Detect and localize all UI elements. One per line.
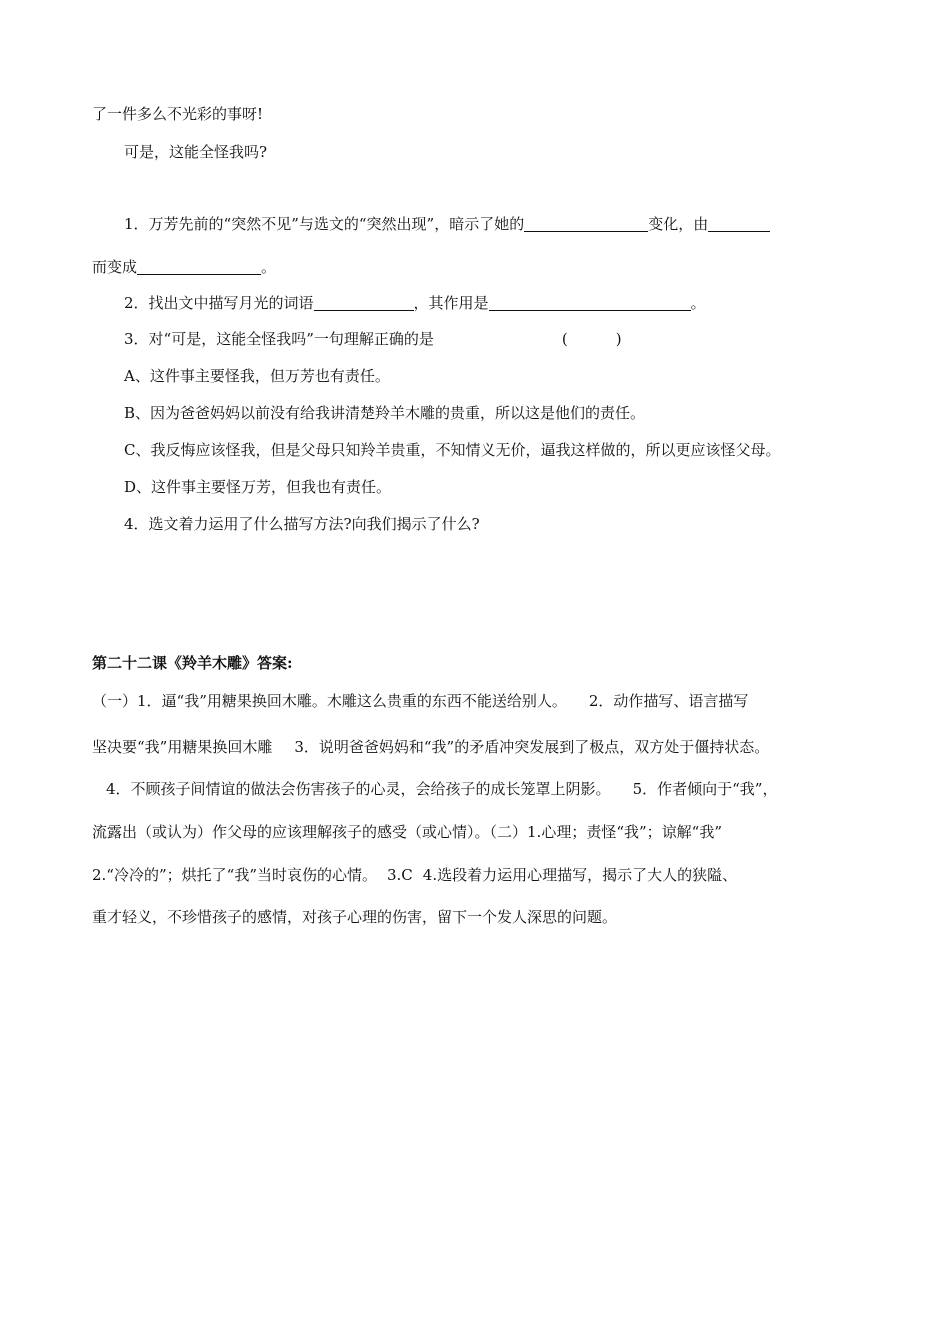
q1-text-part4: 。 (261, 258, 277, 276)
q3-option-b: B、因为爸爸妈妈以前没有给我讲清楚羚羊木雕的贵重，所以这是他们的责任。 (124, 404, 646, 422)
passage-line-1: 了一件多么不光彩的事呀! (92, 105, 264, 123)
q3-text: 3．对“可是，这能全怪我吗”一句理解正确的是 (124, 330, 434, 348)
answer-segment: 4.选段着力运用心理描写，揭示了大人的狭隘、 (422, 866, 738, 884)
answer-segment: 5．作者倾向于“我”， (632, 780, 778, 798)
answer-segment: 2.“冷冷的”；烘托了“我”当时哀伤的心情。 (92, 866, 377, 884)
q1-blank-1[interactable] (524, 215, 648, 232)
q3-paren-open: ( (561, 330, 568, 348)
q2-text-part2: ，其作用是 (413, 294, 489, 312)
question-1 (124, 214, 770, 234)
q2-text-part1: 2．找出文中描写月光的词语 (124, 294, 314, 312)
answer-segment: （一）1．逼“我”用糖果换回木雕。木雕这么贵重的东西不能送给别人。 (92, 692, 567, 710)
answer-segment: 坚决要“我”用糖果换回木雕 (92, 738, 273, 756)
answer-line-1 (92, 691, 748, 711)
answers-title: 第二十二课《羚羊木雕》答案: (92, 654, 293, 672)
q1-text-part1: 1．万芳先前的“突然不见”与选文的“突然出现”，暗示了她的 (124, 215, 525, 233)
q1-blank-3[interactable] (137, 258, 261, 275)
answer-line-3 (106, 779, 777, 799)
q1-text-part3: 而变成 (92, 258, 138, 276)
q3-option-a: A、这件事主要怪我，但万芳也有责任。 (124, 367, 390, 385)
question-2 (124, 293, 706, 313)
answer-line-5 (92, 865, 737, 885)
q3-option-c: C、我反悔应该怪我，但是父母只知羚羊贵重，不知情义无价，逼我这样做的，所以更应该怪父母。 (124, 441, 781, 459)
question-4: 4．选文着力运用了什么描写方法?向我们揭示了什么? (124, 515, 480, 533)
q3-option-d: D、这件事主要怪万芳，但我也有责任。 (124, 478, 392, 496)
q2-blank-2[interactable] (489, 294, 691, 311)
q3-paren-close: ) (615, 330, 622, 348)
answer-segment: 3．说明爸爸妈妈和“我”的矛盾冲突发展到了极点，双方处于僵持状态。 (294, 738, 770, 756)
q1-blank-2[interactable] (708, 215, 770, 232)
answer-line-6: 重才轻义，不珍惜孩子的感情，对孩子心理的伤害，留下一个发人深思的问题。 (92, 908, 618, 926)
q2-text-part3: 。 (690, 294, 706, 312)
q2-blank-1[interactable] (314, 294, 414, 311)
answer-segment: 2．动作描写、语言描写 (588, 692, 749, 710)
question-3 (124, 329, 622, 349)
passage-line-2: 可是，这能全怪我吗? (124, 143, 268, 161)
answer-segment: 3.C (387, 866, 413, 884)
question-1-continued (92, 257, 276, 277)
answer-segment: 4．不顾孩子间情谊的做法会伤害孩子的心灵，会给孩子的成长笼罩上阴影。 (106, 780, 611, 798)
answer-line-2 (92, 737, 769, 757)
answer-line-4: 流露出（或认为）作父母的应该理解孩子的感受（或心情）。（二）1.心理；责怪“我”；谅解“我” (92, 823, 722, 841)
q1-text-part2: 变化，由 (648, 215, 709, 233)
